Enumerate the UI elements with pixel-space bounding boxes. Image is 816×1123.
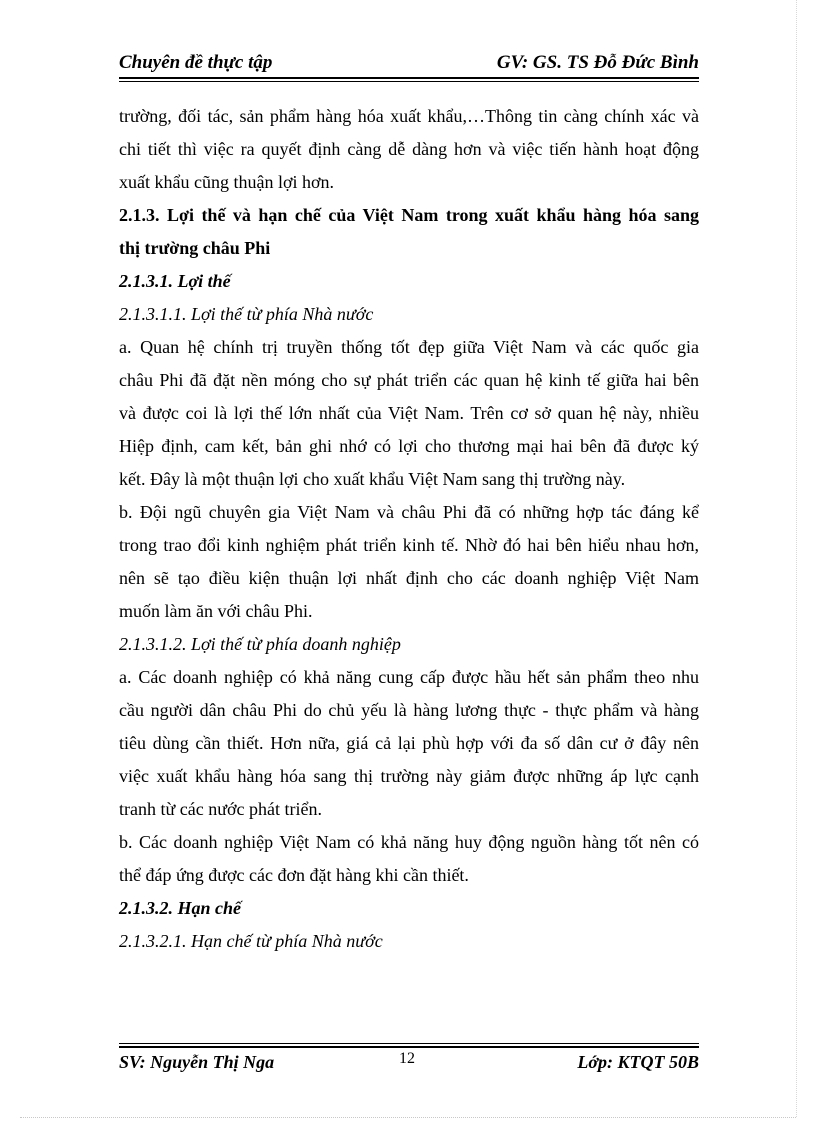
footer-rule: [119, 1046, 699, 1048]
header-instructor: GV: GS. TS Đỗ Đức Bình: [496, 52, 699, 73]
page-footer: [119, 1050, 699, 1076]
page-boundary: [20, 1117, 796, 1118]
page-header: [119, 52, 699, 76]
footer-student: SV: Nguyễn Thị Nga: [119, 1052, 275, 1072]
section-heading-line: 2.1.3.2. Hạn chế: [119, 898, 242, 918]
header-course-title: Chuyên đề thực tập: [119, 52, 273, 73]
text-line: a. Quan hệ chính trị truyền thống tốt đẹp giữa Việt Nam và các quốc gia: [119, 337, 699, 357]
text-line: kết. Đây là một thuận lợi cho xuất khẩu Việt Nam sang thị trường này.: [119, 469, 626, 489]
subsection-heading-line: 2.1.3.1.1. Lợi thế từ phía Nhà nước: [119, 304, 374, 324]
section-heading-line: 2.1.3. Lợi thế và hạn chế của Việt Nam trong xuất khẩu hàng hóa sang: [119, 205, 699, 225]
footer-class: Lớp: KTQT 50B: [577, 1052, 699, 1072]
document-body: [119, 100, 699, 958]
subsection-heading-line: 2.1.3.1.2. Lợi thế từ phía doanh nghiệp: [119, 634, 401, 654]
text-line: việc xuất khẩu hàng hóa sang thị trường này giảm được những áp lực cạnh: [119, 766, 699, 786]
text-line: b. Đội ngũ chuyên gia Việt Nam và châu Phi đã có những hợp tác đáng kể: [119, 502, 699, 522]
text-line: trường, đối tác, sản phẩm hàng hóa xuất khẩu,…Thông tin càng chính xác và: [119, 106, 699, 126]
text-line: tiêu dùng cần thiết. Hơn nữa, giá cả lại phù hợp với đa số dân cư ở đây nên: [119, 733, 699, 753]
text-line: thể đáp ứng được các đơn đặt hàng khi cần thiết.: [119, 865, 469, 885]
text-line: và được coi là lợi thế lớn nhất của Việt Nam. Trên cơ sở quan hệ này, nhiều: [119, 403, 699, 423]
text-line: xuất khẩu cũng thuận lợi hơn.: [119, 172, 334, 192]
text-line: nên sẽ tạo điều kiện thuận lợi nhất định cho các doanh nghiệp Việt Nam: [119, 568, 699, 588]
text-line: b. Các doanh nghiệp Việt Nam có khả năng huy động nguồn hàng tốt nên có: [119, 832, 699, 852]
header-rule: [119, 77, 699, 79]
text-line: muốn làm ăn với châu Phi.: [119, 601, 313, 621]
text-line: tranh từ các nước phát triển.: [119, 799, 322, 819]
text-line: a. Các doanh nghiệp có khả năng cung cấp được hầu hết sản phẩm theo nhu: [119, 667, 699, 687]
section-heading-line: thị trường châu Phi: [119, 238, 271, 258]
page-boundary-side: [796, 0, 797, 1117]
subsection-heading-line: 2.1.3.2.1. Hạn chế từ phía Nhà nước: [119, 931, 383, 951]
text-line: châu Phi đã đặt nền móng cho sự phát triển các quan hệ kinh tế giữa hai bên: [119, 370, 699, 390]
footer-rule-thin: [119, 1043, 699, 1044]
text-line: chi tiết thì việc ra quyết định càng dễ dàng hơn và việc tiến hành hoạt động: [119, 139, 699, 159]
text-line: cầu người dân châu Phi do chủ yếu là hàng lương thực - thực phẩm và hàng: [119, 700, 699, 720]
text-line: Hiệp định, cam kết, bản ghi nhớ có lợi cho thương mại hai bên đã được ký: [119, 436, 699, 456]
text-line: trong trao đổi kinh nghiệm phát triển kinh tế. Nhờ đó hai bên hiểu nhau hơn,: [119, 535, 699, 555]
header-rule-thin: [119, 81, 699, 82]
section-heading-line: 2.1.3.1. Lợi thế: [119, 271, 231, 291]
page-number: 12: [399, 1050, 415, 1067]
